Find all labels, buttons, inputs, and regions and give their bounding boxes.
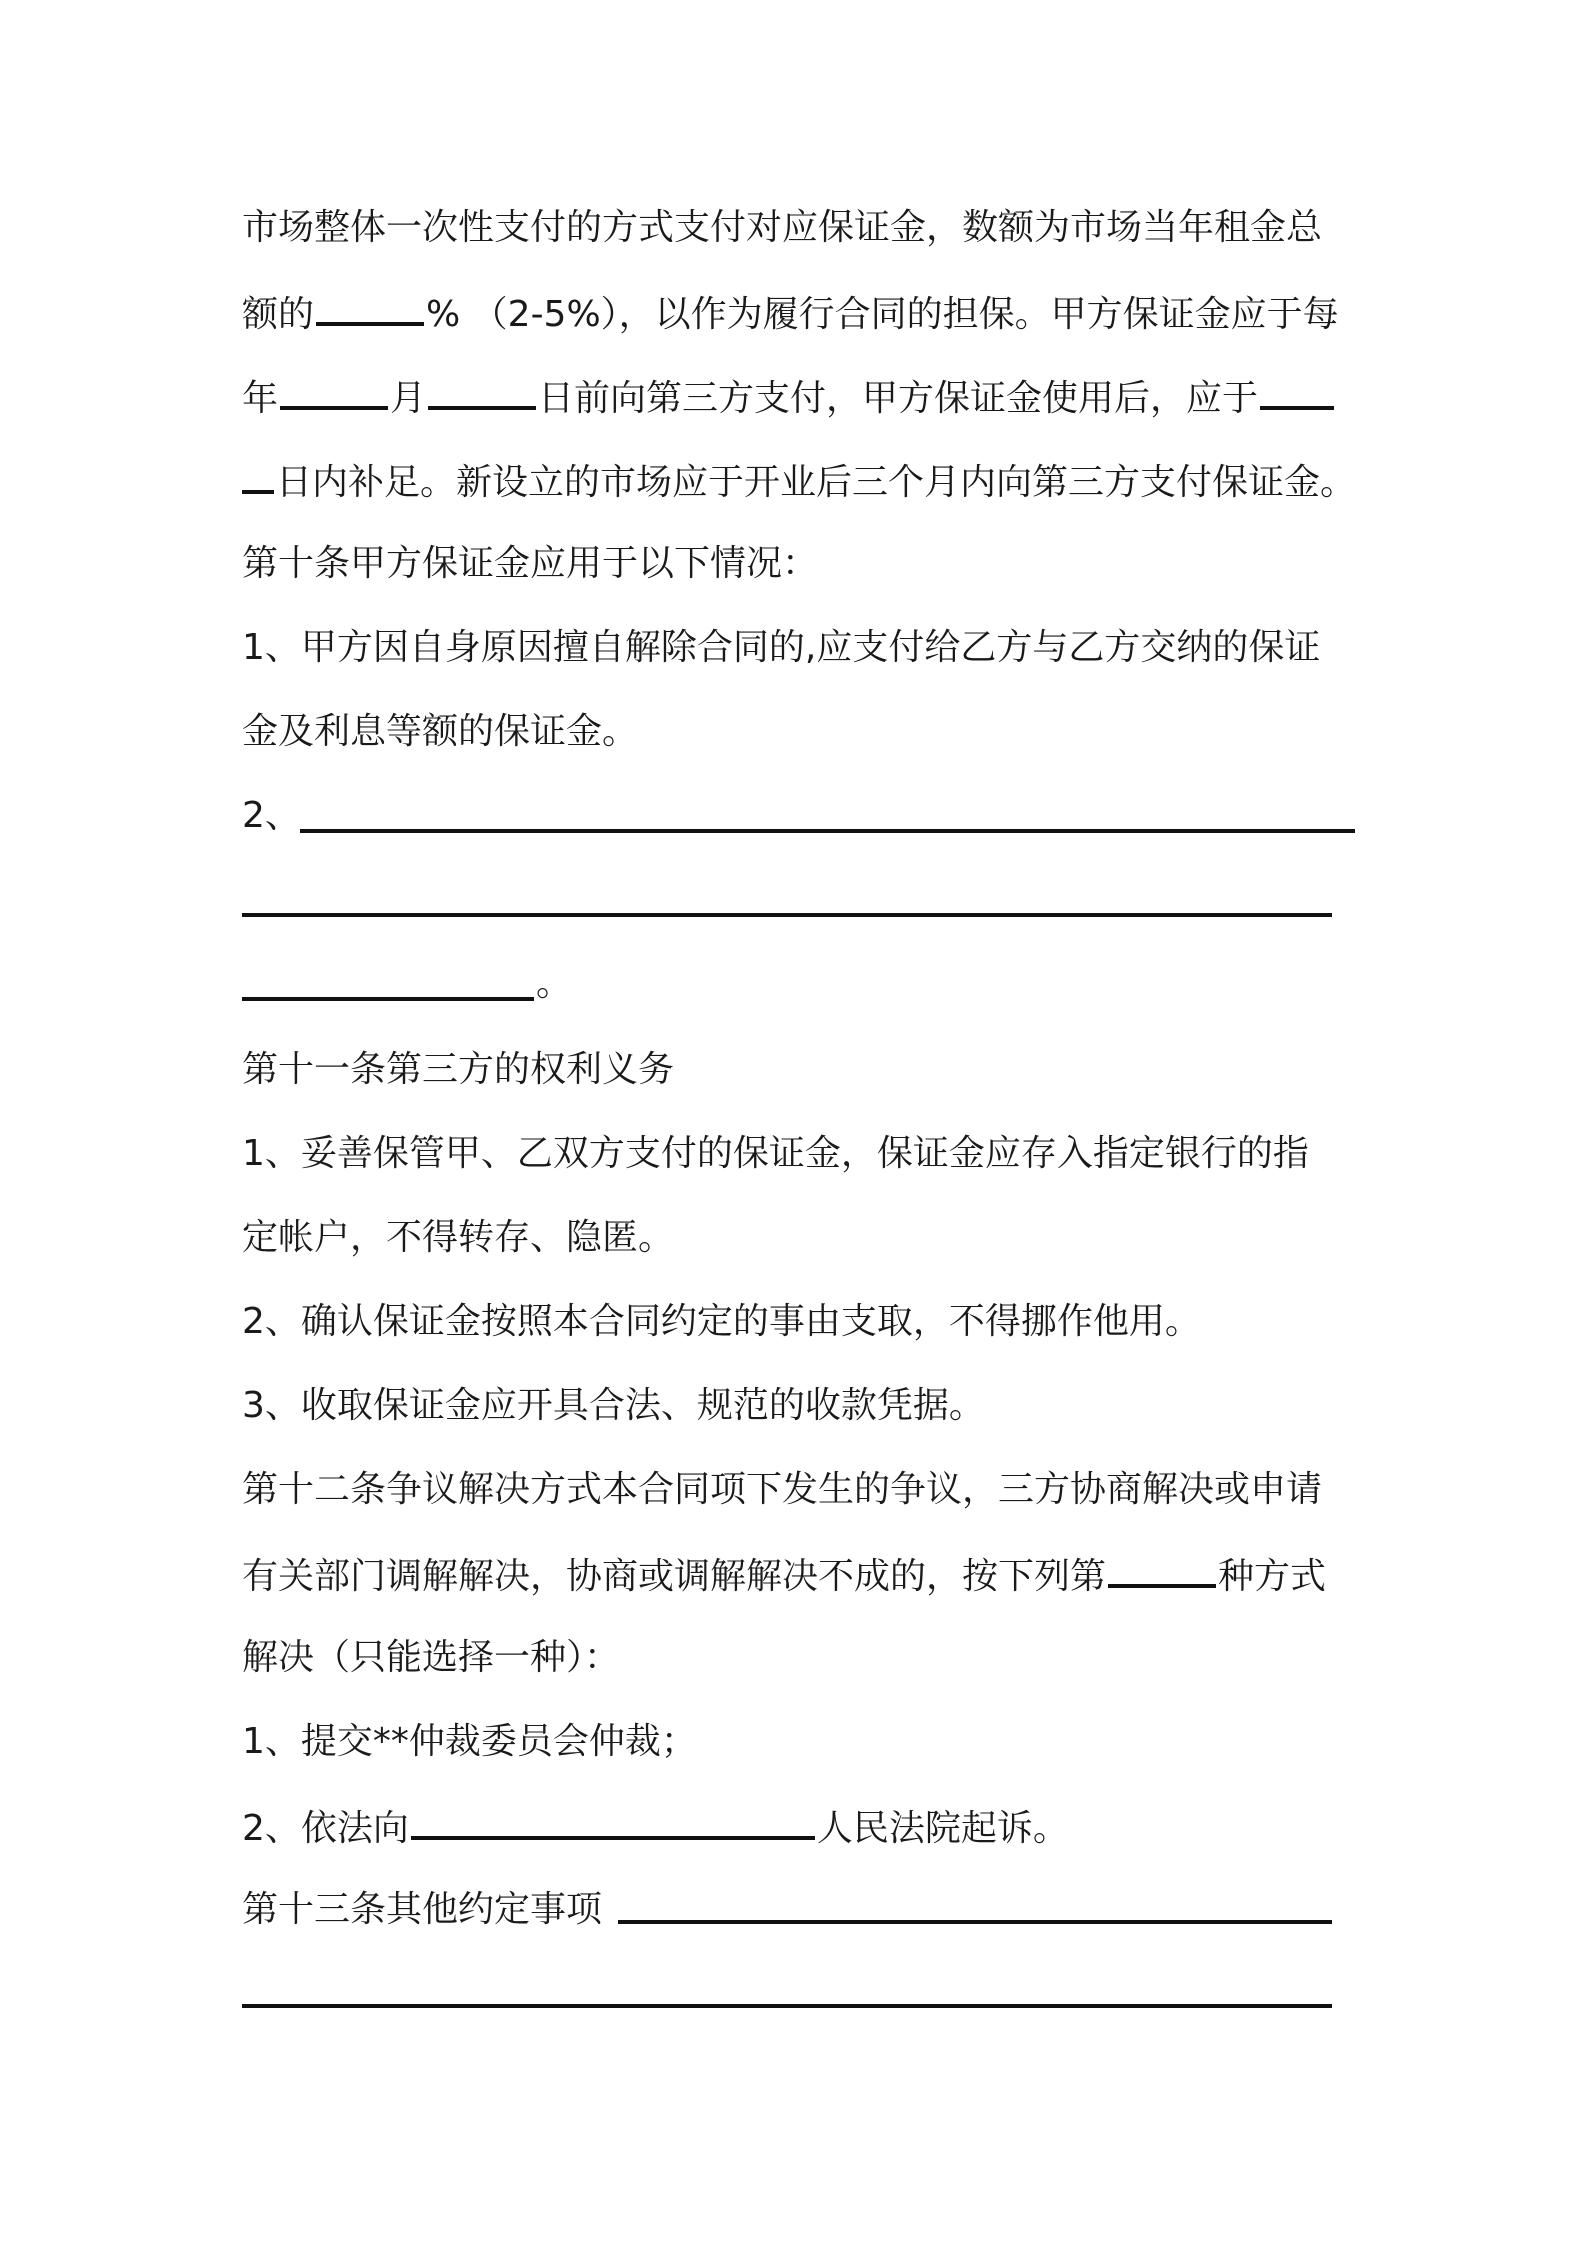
fill-blank-line[interactable] [242,2004,1332,2008]
text-segment: 种方式 [1218,1556,1327,1597]
text-segment: 额的 [242,294,315,335]
paragraph-line [242,198,1322,258]
article-heading [242,534,818,594]
text-segment: 解决（只能选择一种）： [242,1637,621,1678]
text-segment: 第十一条第三方的权利义务 [242,1049,675,1090]
fill-blank-method-number[interactable] [1108,1544,1216,1588]
text-segment: % （2-5%），以作为履行合同的担保。甲方保证金应于每 [426,294,1339,335]
paragraph-line [242,1796,1069,1856]
text-segment: 第十条甲方保证金应用于以下情况： [242,543,819,584]
article-heading [242,1040,674,1100]
text-segment: 第十二条争议解决方式本合同项下发生的争议，三方协商解决或申请 [242,1469,1323,1510]
fill-blank-days-part1[interactable] [1260,366,1334,410]
text-segment: 1、提交**仲裁委员会仲裁； [242,1721,697,1762]
fill-blank-line[interactable] [242,997,534,1001]
fill-blank-days-part2[interactable] [242,450,274,494]
paragraph-line [242,450,1356,510]
paragraph-line [242,1208,674,1268]
text-segment: 日内补足。新设立的市场应于开业后三个月内向第三方支付保证金。 [276,462,1357,503]
article-heading [242,1460,1322,1520]
fill-blank-line[interactable] [618,1920,1332,1924]
fill-blank-percentage[interactable] [316,282,424,326]
paragraph-line [536,954,572,1014]
fill-blank-line[interactable] [242,913,1332,917]
paragraph-line [242,1712,697,1772]
paragraph-line [242,1376,985,1436]
paragraph-line [242,366,1336,426]
paragraph-line [242,1124,1309,1184]
text-segment: 年 [242,378,279,419]
text-segment: 2、确认保证金按照本合同约定的事由支取，不得挪作他用。 [242,1301,1201,1342]
fill-blank-month[interactable] [280,366,388,410]
text-segment: 月 [390,378,427,419]
text-segment: 有关部门调解解决，协商或调解解决不成的，按下列第 [242,1556,1107,1597]
text-segment: 市场整体一次性支付的方式支付对应保证金，数额为市场当年租金总 [242,207,1323,248]
paragraph-line [242,786,301,846]
fill-blank-line[interactable] [300,829,1355,833]
paragraph-line [242,702,638,762]
text-segment: 。 [536,963,573,1004]
text-segment: 1、甲方因自身原因擅自解除合同的,应支付给乙方与乙方交纳的保证 [242,627,1321,668]
text-segment: 人民法院起诉。 [816,1808,1069,1849]
paragraph-line [242,618,1320,678]
article-heading [242,1880,602,1940]
paragraph-line [242,282,1339,342]
text-segment: 3、收取保证金应开具合法、规范的收款凭据。 [242,1385,985,1426]
fill-blank-day[interactable] [428,366,536,410]
fill-blank-court-name[interactable] [411,1796,815,1840]
text-segment: 日前向第三方支付，甲方保证金使用后，应于 [538,378,1259,419]
text-segment: 第十三条其他约定事项 [242,1889,603,1930]
text-segment: 2、 [242,795,301,836]
text-segment: 1、妥善保管甲、乙双方支付的保证金，保证金应存入指定银行的指 [242,1133,1309,1174]
text-segment: 金及利息等额的保证金。 [242,711,639,752]
paragraph-line [242,1292,1201,1352]
paragraph-line [242,1628,620,1688]
paragraph-line [242,1544,1326,1604]
text-segment: 2、依法向 [242,1808,409,1849]
text-segment: 定帐户，不得转存、隐匿。 [242,1217,675,1258]
